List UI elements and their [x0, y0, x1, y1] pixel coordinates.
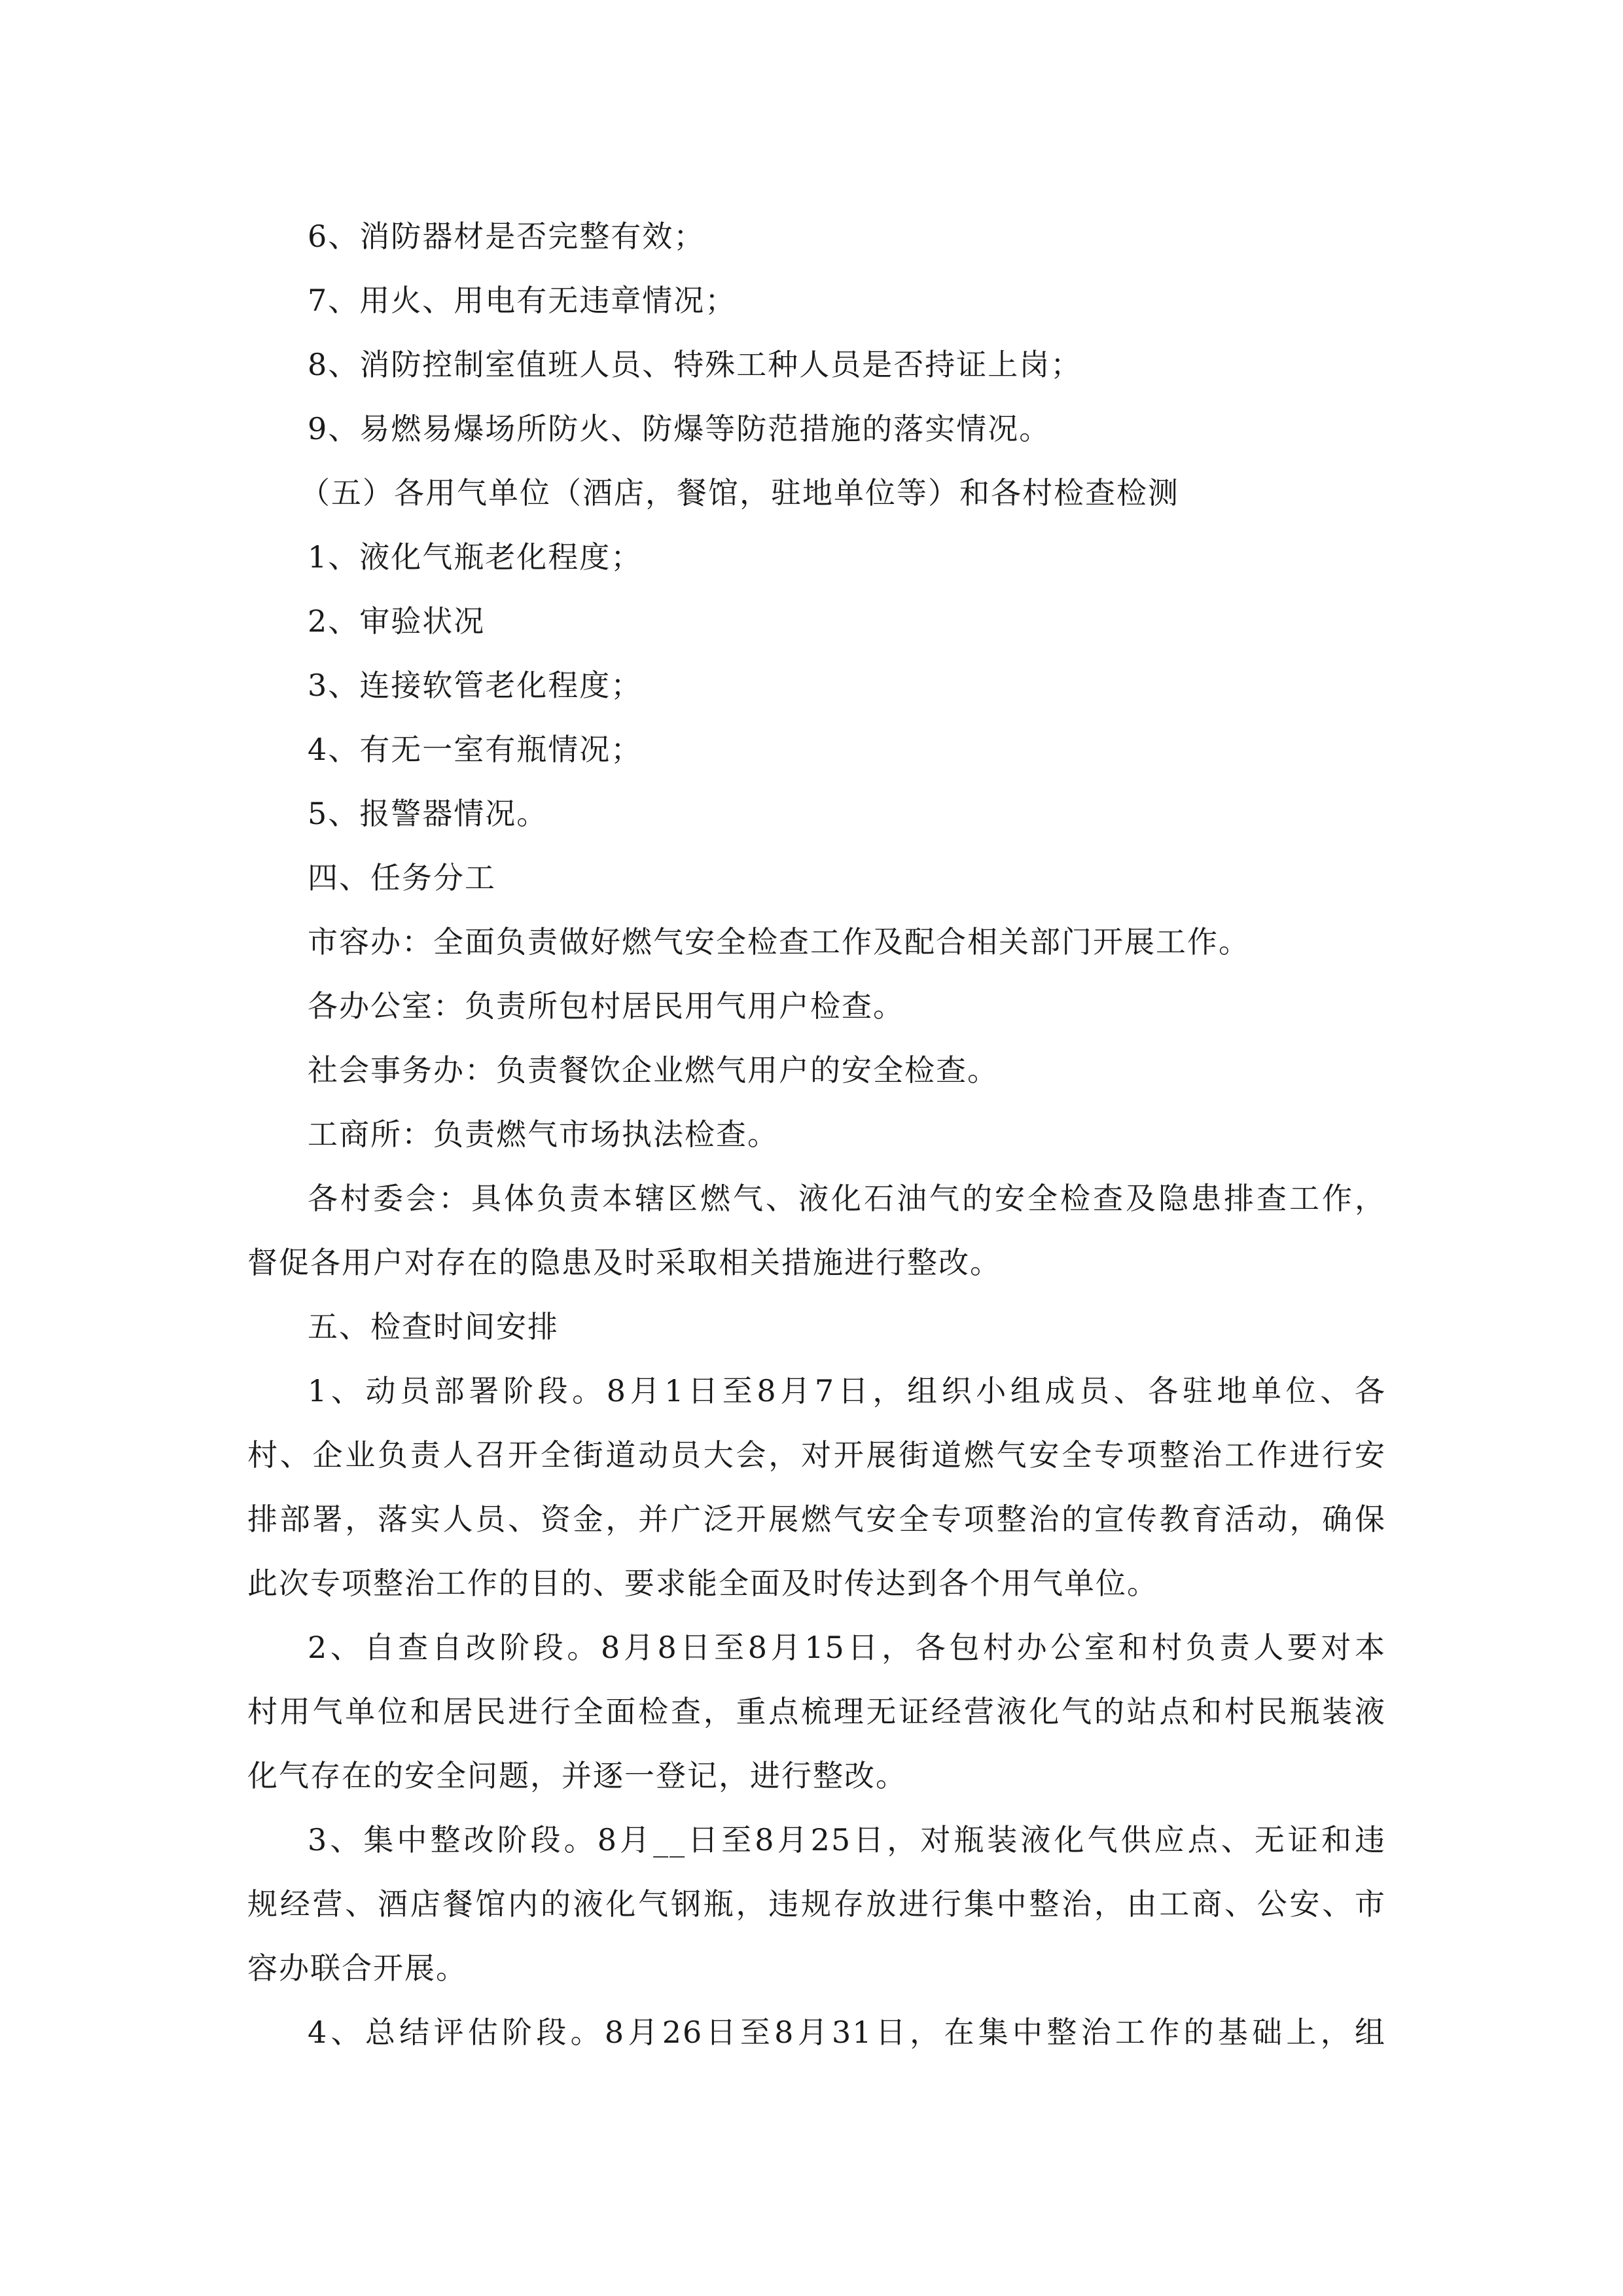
phase-1-mobilization: 1、动员部署阶段。8月1日至8月7日，组织小组成员、各驻地单位、各 — [308, 1373, 1386, 1408]
phase-2-self-check: 2、自查自改阶段。8月8日至8月15日，各包村办公室和村负责人要对本 — [308, 1630, 1386, 1665]
task-city-appearance-office: 市容办：全面负责做好燃气安全检查工作及配合相关部门开展工作。 — [308, 924, 1250, 960]
phase-2-line-3: 化气存在的安全问题，并逐一登记，进行整改。 — [247, 1758, 907, 1793]
phase-1-line-2: 村、企业负责人召开全街道动员大会，对开展街道燃气安全专项整治工作进行安 — [247, 1437, 1386, 1473]
section-5-heading: 五、检查时间安排 — [308, 1309, 559, 1344]
item-6-fire-equipment: 6、消防器材是否完整有效； — [308, 219, 705, 254]
item-5-alarm-status: 5、报警器情况。 — [308, 796, 548, 831]
item-8-control-room-staff: 8、消防控制室值班人员、特殊工种人员是否持证上岗； — [308, 347, 1082, 382]
item-4-cylinder-in-room: 4、有无一室有瓶情况； — [308, 732, 643, 767]
phase-1-line-3: 排部署，落实人员、资金，并广泛开展燃气安全专项整治的宣传教育活动，确保 — [247, 1501, 1386, 1537]
item-3-hose-aging: 3、连接软管老化程度； — [308, 668, 643, 703]
item-9-explosion-prevention: 9、易燃易爆场所防火、防爆等防范措施的落实情况。 — [308, 411, 1051, 446]
phase-1-line-4: 此次专项整治工作的目的、要求能全面及时传达到各个用气单位。 — [247, 1566, 1158, 1601]
phase-3-line-2: 规经营、酒店餐馆内的液化气钢瓶，违规存放进行集中整治，由工商、公安、市 — [247, 1886, 1386, 1922]
task-village-committees-cont: 督促各用户对存在的隐患及时采取相关措施进行整改。 — [247, 1245, 1001, 1280]
document-body — [247, 204, 1386, 2064]
task-business-bureau: 工商所：负责燃气市场执法检查。 — [308, 1117, 779, 1152]
item-1-cylinder-aging: 1、液化气瓶老化程度； — [308, 539, 643, 575]
task-social-affairs-office: 社会事务办：负责餐饮企业燃气用户的安全检查。 — [308, 1052, 999, 1088]
phase-3-rectification: 3、集中整改阶段。8月__日至8月25日，对瓶装液化气供应点、无证和违 — [308, 1822, 1386, 1857]
phase-2-line-2: 村用气单位和居民进行全面检查，重点梳理无证经营液化气的站点和村民瓶装液 — [247, 1694, 1386, 1729]
phase-4-evaluation: 4、总结评估阶段。8月26日至8月31日，在集中整治工作的基础上，组 — [308, 2015, 1386, 2050]
item-2-inspection-status: 2、审验状况 — [308, 603, 486, 639]
section-5-gas-users-heading: （五）各用气单位（酒店，餐馆，驻地单位等）和各村检查检测 — [300, 475, 1179, 511]
task-village-committees: 各村委会：具体负责本辖区燃气、液化石油气的安全检查及隐患排查工作， — [308, 1181, 1386, 1216]
task-offices: 各办公室：负责所包村居民用气用户检查。 — [308, 988, 904, 1024]
item-7-fire-electricity: 7、用火、用电有无违章情况； — [308, 283, 737, 318]
phase-3-line-3: 容办联合开展。 — [247, 1950, 467, 1986]
section-4-heading: 四、任务分工 — [308, 860, 496, 895]
